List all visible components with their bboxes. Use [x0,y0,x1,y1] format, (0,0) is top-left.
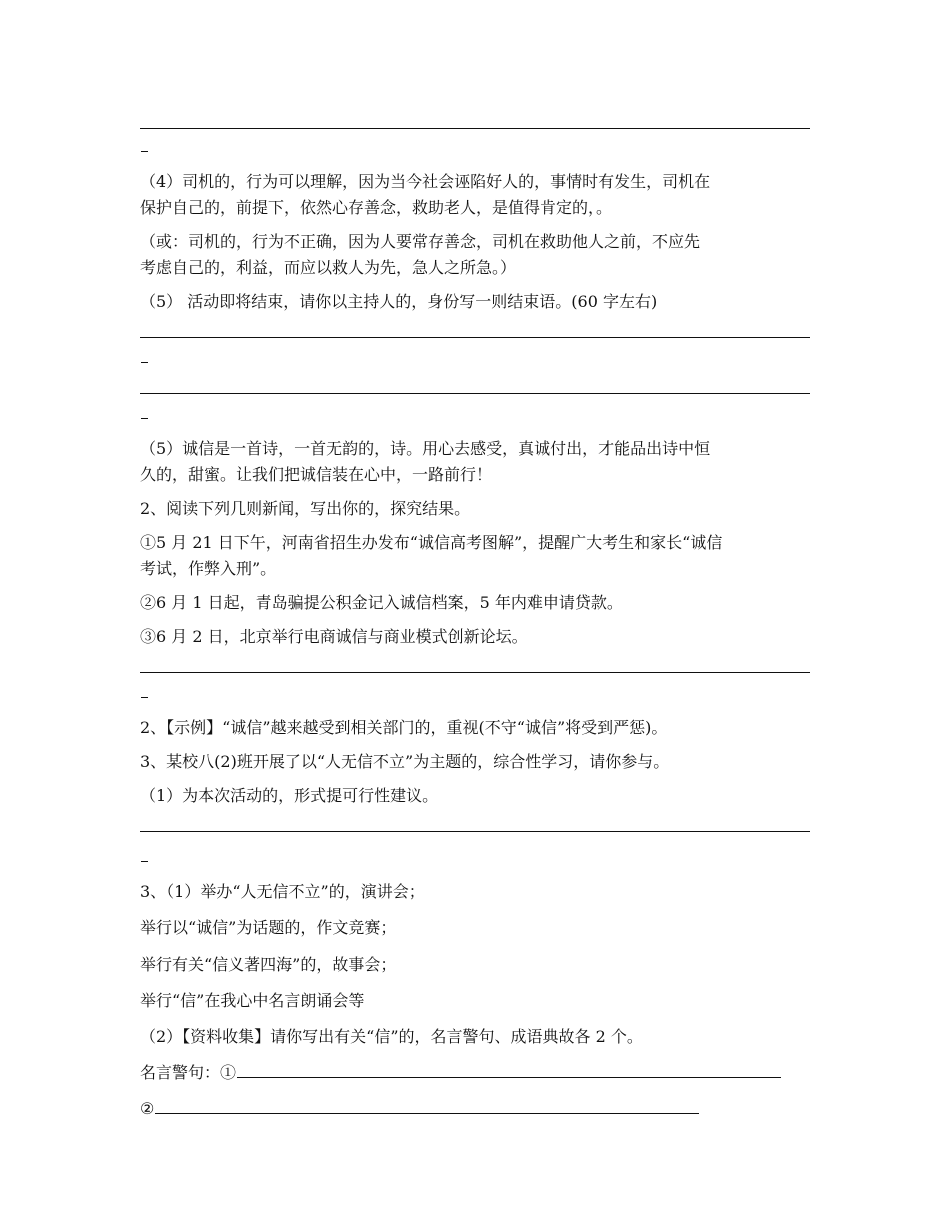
answer-line-tail [141,418,148,419]
quote-blank-1[interactable] [237,1077,781,1078]
quote-number: ② [140,1099,155,1118]
quote-blank-line-2 [140,1099,699,1119]
answer-paragraph-line: 保护自己的，前提下，依然心存善念，救助老人，是值得肯定的，。 [140,198,613,217]
answer-example-line: 2、【示例】“诚信”越来越受到相关部门的，重视(不守“诚信”将受到严惩)。 [140,718,668,737]
answer-line-tail [141,151,148,152]
answer-line[interactable] [140,393,810,394]
question-line: 2、阅读下列几则新闻，写出你的，探究结果。 [140,499,471,518]
answer-paragraph-line: 考虑自己的，利益，而应以救人为先，急人之所急。） [140,258,517,277]
question-line: 3、某校八(2)班开展了以“人无信不立”为主题的，综合性学习，请你参与。 [140,752,670,771]
answer-list-line: 举行“信”在我心中名言朗诵会等 [140,991,365,1010]
answer-line-tail [141,861,148,862]
news-item-line: ③6 月 2 日，北京举行电商诚信与商业模式创新论坛。 [140,627,528,646]
question-line: （2）【资料收集】请你写出有关“信”的，名言警句、成语典故各 2 个。 [140,1027,643,1046]
answer-line[interactable] [140,128,810,129]
answer-line[interactable] [140,337,810,338]
answer-list-line: 举行以“诚信”为话题的，作文竞赛； [140,918,397,937]
news-item-line: ①5 月 21 日下午，河南省招生办发布“诚信高考图解”，提醒广大考生和家长“诚信 [140,533,723,552]
news-item-line: 考试，作弊入刑”。 [140,559,277,578]
question-line: （1）为本次活动的，形式提可行性建议。 [140,786,439,805]
answer-paragraph-line: （或：司机的，行为不正确，因为人要常存善念，司机在救助他人之前，不应先 [140,232,701,251]
answer-paragraph-line: （5）诚信是一首诗，一首无韵的，诗。用心去感受，真诚付出，才能品出诗中恒 [140,439,711,458]
answer-line-tail [141,697,148,698]
answer-list-line: 3、（1）举办“人无信不立”的，演讲会； [140,882,425,901]
answer-line-tail [141,362,148,363]
answer-line[interactable] [140,672,810,673]
quote-label: 名言警句：① [140,1063,237,1082]
quote-blank-line-1 [140,1063,781,1083]
quote-blank-2[interactable] [155,1113,699,1114]
answer-paragraph-line: （4）司机的，行为可以理解，因为当今社会诬陷好人的，事情时有发生，司机在 [140,172,711,191]
answer-list-line: 举行有关“信义著四海”的，故事会； [140,955,397,974]
answer-line[interactable] [140,831,810,832]
answer-paragraph-line: 久的，甜蜜。让我们把诚信装在心中，一路前行！ [140,465,493,484]
question-line: （5） 活动即将结束，请你以主持人的，身份写一则结束语。(60 字左右) [140,292,658,311]
news-item-line: ②6 月 1 日起，青岛骗提公积金记入诚信档案，5 年内难申请贷款。 [140,593,623,612]
